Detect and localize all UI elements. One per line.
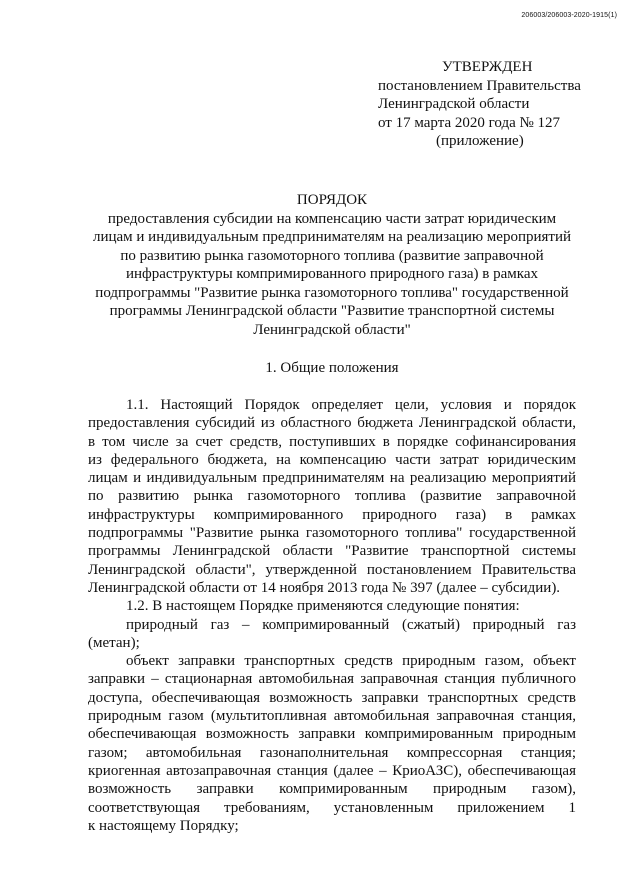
body-line: возможность заправки компримированным природным газом), [88,781,576,798]
approval-line: (приложение) [436,133,524,149]
body-line: соответствующая требованиям, установленным приложением 1 [88,799,576,816]
document-id: 206003/206003-2020-1915(1) [521,12,617,19]
approval-title: УТВЕРЖДЕН [442,59,533,75]
title-line: подпрограммы "Развитие рынка газомоторного топлива" государственной [95,284,569,301]
body-line: заправки – стационарная автомобильная заправочная станция публичного [88,671,576,688]
body-line: газом; автомобильная газонаполнительная компрессорная станция; [88,744,576,761]
body-line: программы Ленинградской области "Развитие транспортной системы [88,543,576,560]
body-text [88,396,576,835]
body-line: лицам и индивидуальным предпринимателям на реализацию мероприятий [88,470,576,487]
approval-line: от 17 марта 2020 года № 127 [378,114,561,131]
body-line: объект заправки транспортных средств природным газом, объект [126,653,576,670]
title-line: по развитию рынка газомоторного топлива (развитие заправочной [120,247,544,264]
section-heading: 1. Общие положения [265,360,399,376]
body-line: к настоящему Порядку; [88,817,239,834]
title-line: Ленинградской области" [253,321,411,338]
title-line: программы Ленинградской области "Развитие транспортной системы [109,303,555,319]
body-line: Ленинградской области от 14 ноября 2013 года № 397 (далее – субсидии). [88,579,561,596]
title-line: лицам и индивидуальным предпринимателям на реализацию мероприятий [92,229,572,245]
body-line: 1.2. В настоящем Порядке применяются следующие понятия: [126,598,520,615]
body-line: обеспечивающая возможность заправки компримированным природным [88,726,576,743]
approval-line: постановлением Правительства [378,77,581,94]
body-line: из федерального бюджета, на компенсацию части затрат юридическим [88,451,576,468]
body-line: (метан); [88,634,140,651]
body-line: криогенная автозаправочная станция (далее – КриоАЗС), обеспечивающая [88,762,576,779]
approval-stamp [378,58,581,151]
body-line: в том числе за счет средств, поступивших в порядке софинансирования [88,433,576,450]
approval-line: Ленинградской области [378,96,530,112]
title-line: инфраструктуры компримированного природного газа) в рамках [126,266,538,282]
body-line: подпрограммы "Развитие рынка газомоторного топлива" государственной [88,525,576,542]
body-line: доступа, обеспечивающая возможность заправки транспортных средств [88,689,576,706]
body-line: предоставления субсидий из областного бюджета Ленинградской области, [88,415,576,432]
body-line: 1.1. Настоящий Порядок определяет цели, условия и порядок [126,397,576,413]
body-line: инфраструктуры компримированного природного газа) в рамках [88,506,576,523]
body-line: Ленинградской области", утвержденной постановлением Правительства [88,561,576,578]
body-line: природный газ – компримированный (сжатый) природный газ [126,616,576,633]
title-heading: ПОРЯДОК [296,192,368,208]
body-line: природным газом (мультитопливная автомобильная заправочная станция, [88,708,576,725]
document-title [86,191,578,339]
body-line: по развитию рынка газомоторного топлива (развитие заправочной [88,488,576,505]
title-line: предоставления субсидии на компенсацию части затрат юридическим [107,210,557,227]
